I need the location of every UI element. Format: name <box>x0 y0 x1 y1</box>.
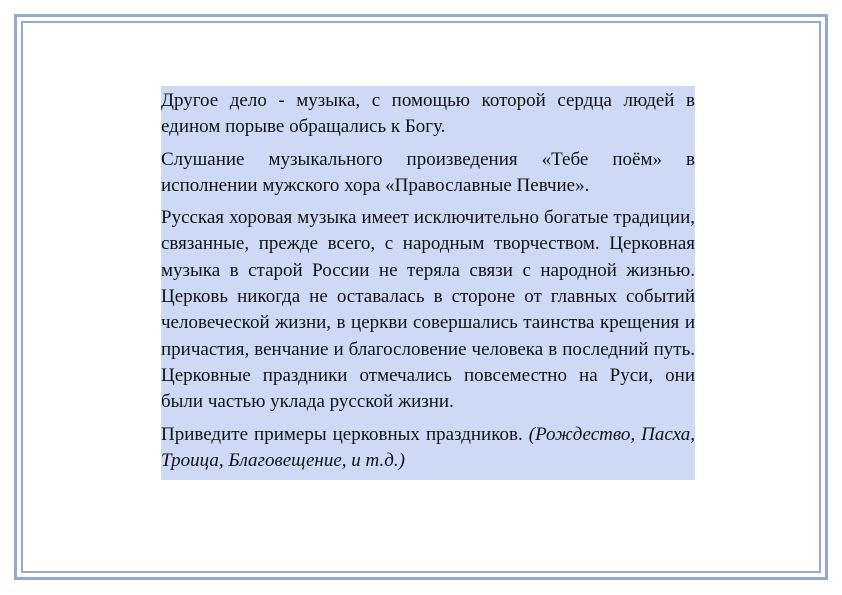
paragraph-music-intro: Другое дело - музыка, с помощью которой сердца людей в едином порыве обращались к Богу. <box>161 90 695 138</box>
paragraph-question <box>161 422 695 475</box>
paragraph-listening: Слушание музыкального произведения «Тебе поём» в исполнении мужского хора «Православные Певчие». <box>161 148 695 196</box>
question-text: Приведите примеры церковных праздников. <box>161 423 523 445</box>
answer-text: (Рождество, Пасха, Троица, Благовещение, и т.д.) <box>161 423 695 471</box>
slide-text-box <box>161 86 695 480</box>
paragraph-choral-tradition: Русская хоровая музыка имеет исключительно богатые традиции, связанные, прежде всего, с народным творчеством. Церковная музыка в старой России не теряла связи с народной жизнью. Церковь никогда не оставалась в стороне от главных событий человеческой жизни, в церкви совершались таинства крещения и причастия, венчание и благословение человека в последний путь. Церковные праздники отмечались повсеместно на Руси, они были частью уклада русской жизни. <box>161 207 695 413</box>
